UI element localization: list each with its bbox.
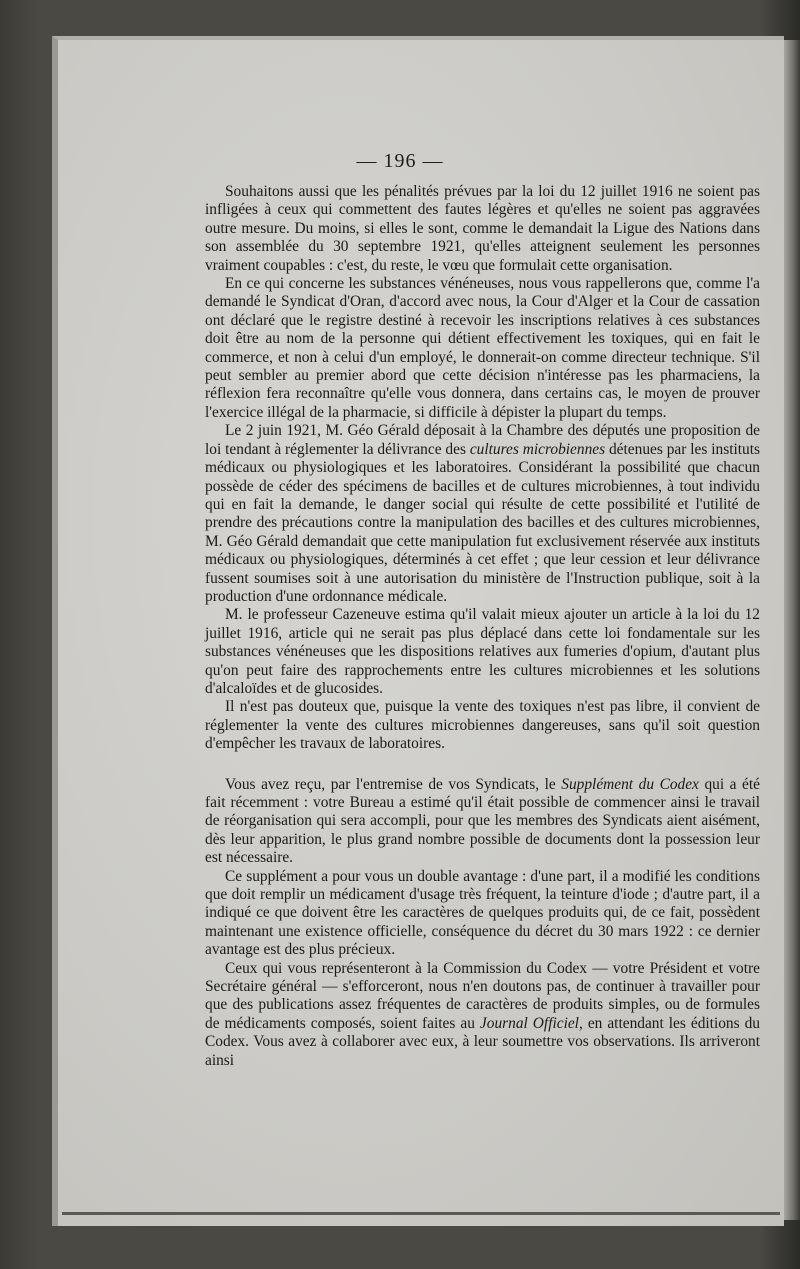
page-bottom-edge	[62, 1212, 780, 1215]
paragraph-3	[205, 422, 760, 606]
paragraph-5: Il n'est pas douteux que, puisque la vente des toxiques n'est pas libre, il convient de réglementer la vente des cultures microbiennes dangereuses, sans qu'il soit question d'empêcher les travaux de laboratoires.	[205, 698, 760, 753]
paragraph-8-italic: Journal Officiel	[479, 1014, 579, 1032]
paragraph-3-rest: détenues par les instituts médicaux ou physiologiques et les laboratoires. Considérant la possibilité que chacun possède de céder des spécimens de bacilles et de cultures microbiennes, à tout individu qui en fait la demande, le danger social qui résulte de cette possibilité et l'utilité de prendre des précautions contre la manipulation des bacilles et des cultures microbiennes, M. Géo Gérald demandait que cette manipulation fut exclusivement réservée aux instituts médicaux ou physiologiques, déterminés à cet effet ; que leur cession et leur délivrance fussent soumises soit à une autorisation du ministère de l'Instruction publique, soit à la production d'une ordonnance médicale.	[205, 440, 761, 605]
paragraph-7: Ce supplément a pour vous un double avantage : d'une part, il a modifié les conditions que doit remplir un médicament d'usage très fréquent, la teinture d'iode ; d'autre part, il a indiqué ce que doivent être les caractères de quelques produits qui, de ce fait, possèdent maintenant une existence officielle, conséquence du décret du 30 mars 1922 : ce dernier avantage est des plus précieux.	[205, 867, 760, 959]
paragraph-6	[205, 776, 760, 868]
paragraph-3-italic: cultures microbiennes	[469, 440, 606, 458]
paragraph-6-italic: Supplément du Codex	[561, 775, 699, 793]
body-text	[205, 183, 760, 1070]
paragraph-8-rest: , en attendant les éditions du Codex. Vous avez à collaborer avec eux, à leur soumettre vos observations. Ils arriveront ainsi	[205, 1014, 760, 1069]
page-edge	[784, 40, 800, 1220]
paragraph-2: En ce qui concerne les substances vénéneuses, nous vous rappellerons que, comme l'a demandé le Syndicat d'Oran, d'accord avec nous, la Cour d'Alger et la Cour de cassation ont déclaré que le registre destiné à recevoir les inscriptions relatives à ces substances doit être au nom de la personne qui détient effectivement les toxiques, qui en fait le commerce, et non à celui d'un employé, le donnerait-on comme directeur technique. S'il peut sembler au premier abord que cette décision n'intéresse pas les pharmaciens, la réflexion fera reconnaître qu'elle vous donnera, dans certains cas, le moyen de prouver l'exercice illégal de la pharmacie, si difficile à dépister la plupart du temps.	[205, 275, 760, 421]
section-gap	[205, 754, 760, 776]
paragraph-1: Souhaitons aussi que les pénalités prévues par la loi du 12 juillet 1916 ne soient pas infligées à ceux qui commettent des fautes légères et qu'elles ne soient pas aggravées outre mesure. Du moins, si elles le sont, comme le demandait la Ligue des Nations dans son assemblée du 30 septembre 1921, qu'elles atteignent seulement les personnes vraiment coupables : c'est, du reste, le vœu que formulait cette organisation.	[205, 183, 760, 274]
page-number: — 196 —	[356, 150, 444, 172]
paragraph-4: M. le professeur Cazeneuve estima qu'il valait mieux ajouter un article à la loi du 12 juillet 1916, article qui ne serait pas plus déplacé dans cette loi fondamentale sur les substances vénéneuses que les dispositions relatives aux fumeries d'opium, d'autant plus qu'on peut faire des rapprochements entre les cultures microbiennes et les solutions d'alcaloïdes et de glucosides.	[205, 606, 760, 697]
paragraph-6-start: Vous avez reçu, par l'entremise de vos Syndicats, le	[225, 775, 562, 793]
paragraph-8	[205, 960, 760, 1070]
paragraph-3-start: Le 2 juin 1921, M. Géo Gérald déposait à la Chambre des députés une proposition de loi tendant à réglementer la délivrance des	[205, 422, 760, 458]
paragraph-8-start: Ceux qui vous représenteront à la Commission du Codex — votre Président et votre Secrétaire général — s'efforceront, nous n'en doutons pas, de continuer à travailler pour que des publications assez fréquentes de caractères de produits simples, ou de formules de médicaments composés, soient faites au	[205, 959, 760, 1032]
paragraph-6-rest: qui a été fait récemment : votre Bureau a estimé qu'il était possible de commencer ainsi le travail de réorganisation qui sera accompli, pour que les membres des Syndicats aient aisément, dès leur apparition, le plus grand nombre possible de documents dont la possession leur est nécessaire.	[205, 775, 760, 867]
